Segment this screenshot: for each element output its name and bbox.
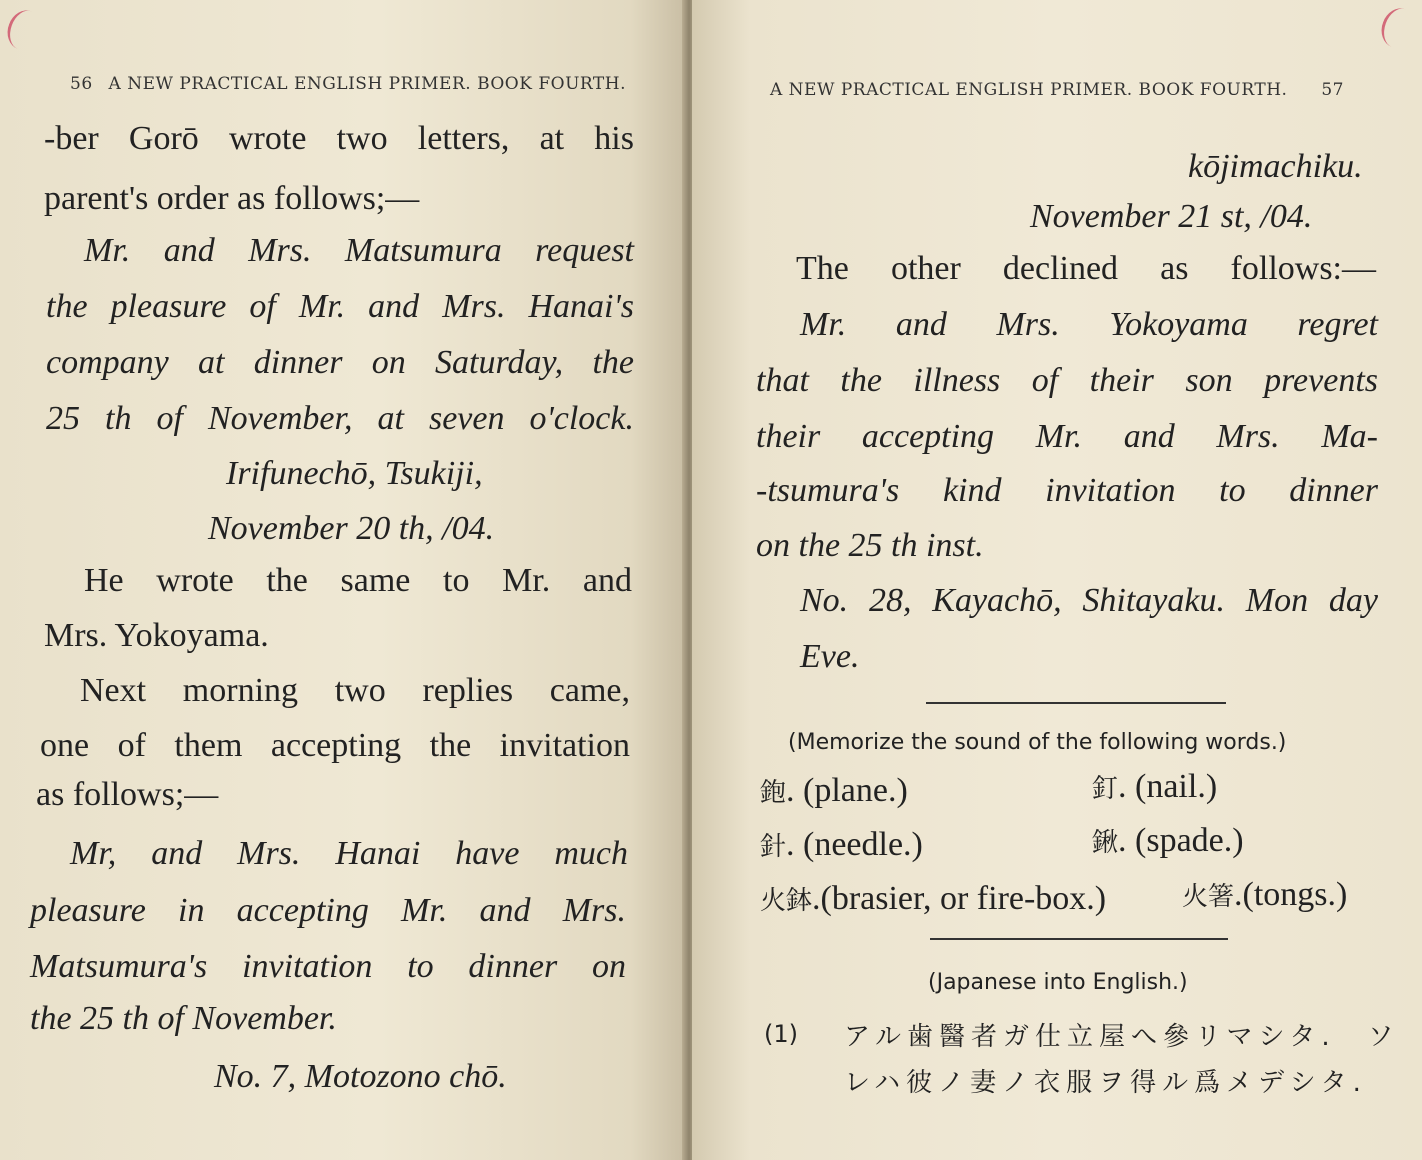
running-title: A NEW PRACTICAL ENGLISH PRIMER. BOOK FOURTH. <box>108 74 626 94</box>
pencil-mark <box>1376 4 1421 53</box>
vocab-item: 鉋. (plane.) <box>760 772 908 809</box>
text-line: kōjimachiku. <box>1188 148 1363 185</box>
left-page <box>0 0 685 1160</box>
page-number: 56 <box>70 74 93 94</box>
text-line: company at dinner on Saturday, the <box>46 344 634 381</box>
exercise-number: (1) <box>764 1020 798 1048</box>
vocab-item: 火箸.(tongs.) <box>1182 876 1348 913</box>
text-line: as follows;— <box>36 776 219 813</box>
vocab-item: 火鉢.(brasier, or fire-box.) <box>760 880 1107 917</box>
vocab-item: 針. (needle.) <box>760 826 923 863</box>
text-line: Mr. and Mrs. Matsumura request <box>84 232 634 269</box>
running-head-left <box>60 74 626 94</box>
exercise-line: レハ彼ノ妻ノ衣服ヲ得ル爲メデシタ. <box>844 1068 1367 1098</box>
text-line: pleasure in accepting Mr. and Mrs. <box>30 892 626 929</box>
vocab-item: 鍬. (spade.) <box>1092 822 1244 859</box>
text-line: Mr. and Mrs. Yokoyama regret <box>800 306 1378 343</box>
text-line: No. 7, Motozono chō. <box>214 1058 507 1095</box>
text-line: Eve. <box>800 638 860 675</box>
text-line: the pleasure of Mr. and Mrs. Hanai's <box>46 288 634 325</box>
text-line: the 25 th of November. <box>30 1000 337 1037</box>
text-line: -ber Gorō wrote two letters, at his <box>44 120 634 157</box>
running-title: A NEW PRACTICAL ENGLISH PRIMER. BOOK FOURTH. <box>770 80 1288 100</box>
text-line: Matsumura's invitation to dinner on <box>30 948 626 985</box>
divider <box>926 702 1226 704</box>
text-line: November 21 st, /04. <box>1030 198 1313 235</box>
pencil-mark <box>2 6 47 55</box>
text-line: on the 25 th inst. <box>756 527 984 564</box>
text-line: The other declined as follows:— <box>796 250 1376 287</box>
text-line: November 20 th, /04. <box>208 510 495 547</box>
text-line: -tsumura's kind invitation to dinner <box>756 472 1378 509</box>
running-head-right <box>770 80 1354 100</box>
text-line: one of them accepting the invitation <box>40 727 630 764</box>
text-line: 25 th of November, at seven o'clock. <box>46 400 634 437</box>
text-line: Mr, and Mrs. Hanai have much <box>70 835 628 872</box>
text-line: No. 28, Kayachō, Shitayaku. Mon day <box>800 582 1378 619</box>
exercise-line: アル歯醫者ガ仕立屋へ參リマシタ. ソ <box>844 1022 1400 1052</box>
text-line: their accepting Mr. and Mrs. Ma- <box>756 418 1378 455</box>
text-line: Next morning two replies came, <box>80 672 630 709</box>
text-line: parent's order as follows;— <box>44 180 420 217</box>
text-line: He wrote the same to Mr. and <box>84 562 632 599</box>
text-line: that the illness of their son prevents <box>756 362 1378 399</box>
page-number: 57 <box>1321 80 1344 100</box>
text-line: Irifunechō, Tsukiji, <box>226 455 483 492</box>
vocab-item: 釘. (nail.) <box>1092 768 1218 805</box>
vocab-heading: (Memorize the sound of the following words.) <box>788 730 1287 755</box>
divider <box>930 938 1228 940</box>
right-page <box>692 0 1422 1160</box>
exercise-heading: (Japanese into English.) <box>928 970 1188 995</box>
text-line: Mrs. Yokoyama. <box>44 617 269 654</box>
